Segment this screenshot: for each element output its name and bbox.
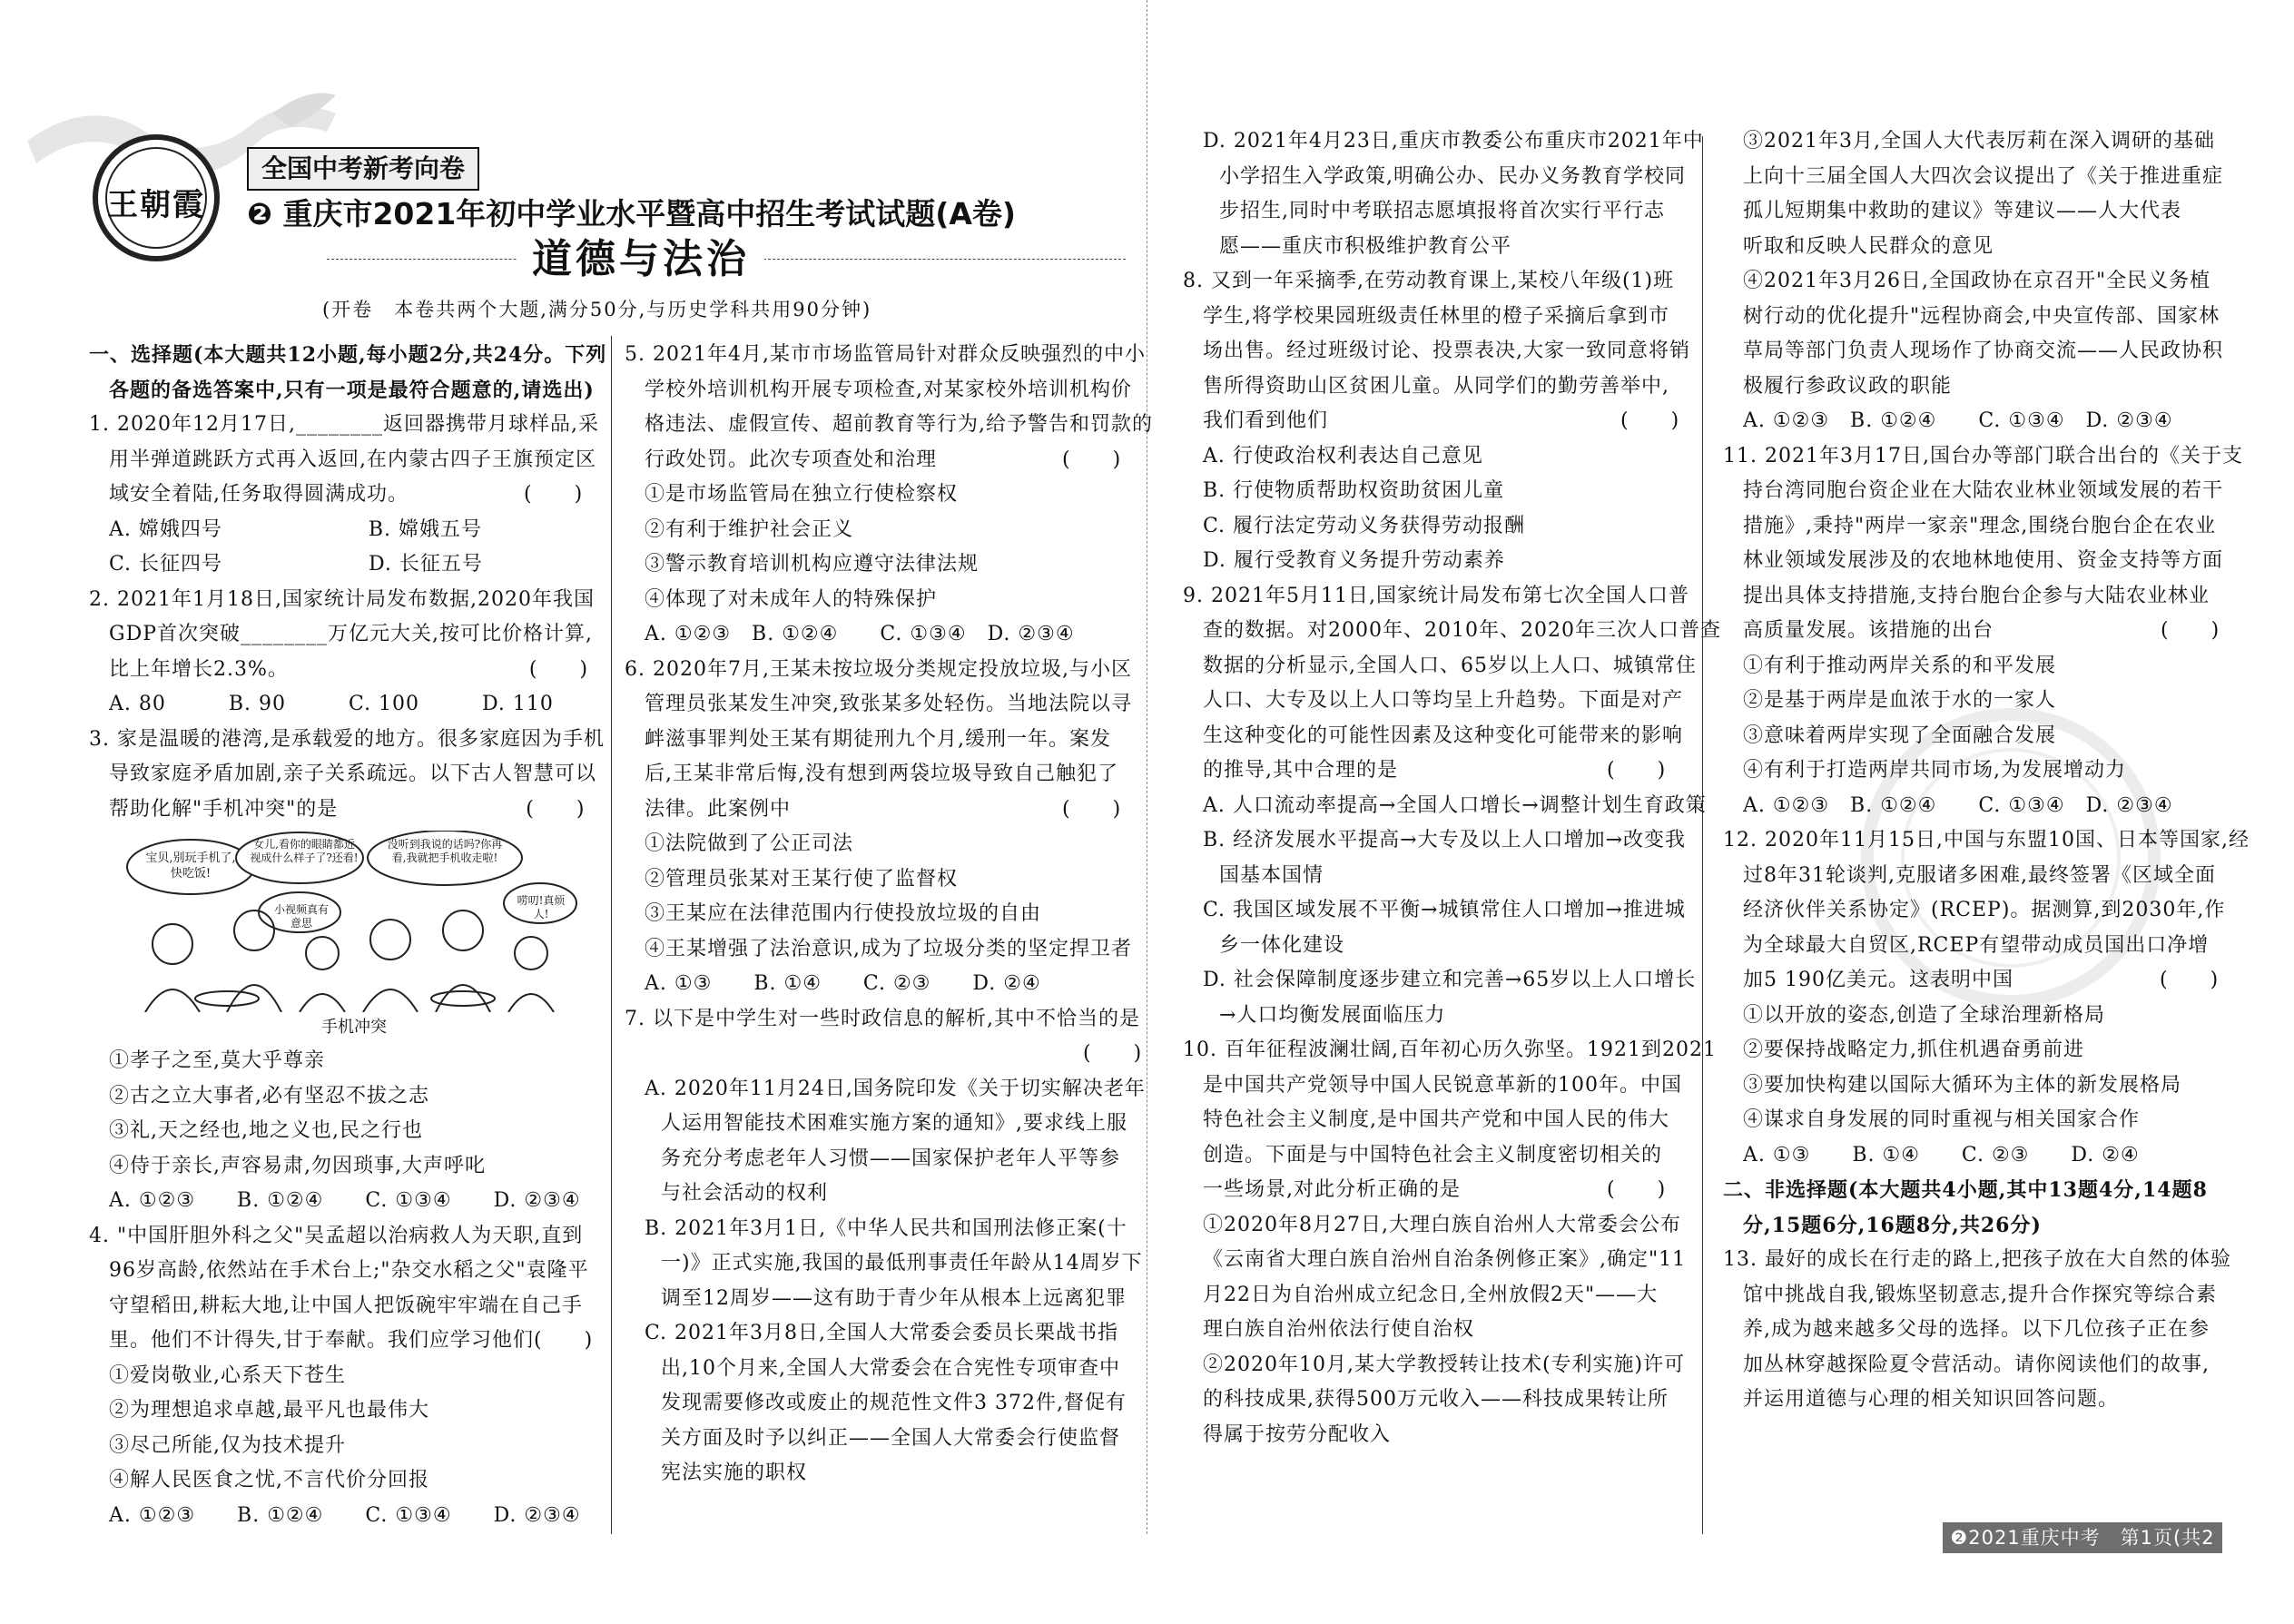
text-line: 过8年31轮谈判,克服诸多困难,最终签署《区域全面 [1743, 863, 2216, 887]
text-line: ③礼,天之经也,地之义也,民之行也 [109, 1119, 423, 1142]
text-line: 经济伙伴关系协定》(RCEP)。据测算,到2030年,作 [1743, 899, 2226, 921]
comic-illustration [118, 831, 590, 1039]
text-line: 月22日为自治州成立纪念日,全州放假2天"——大 [1203, 1283, 1659, 1306]
text-line: 学校外培训机构开展专项检查,对某家校外培训机构价 [645, 378, 1132, 401]
text-line: A. ①②③ B. ①②④ C. ①③④ D. ②③④ [645, 623, 1075, 645]
text-line: 树行动的优化提升"远程协商会,中央宣传部、国家林 [1743, 304, 2220, 328]
text-line: 的科技成果,获得500万元收入——科技成果转让所 [1203, 1388, 1669, 1411]
text-line: 格违法、虚假宣传、超前教育等行为,给予警告和罚款的 [645, 413, 1153, 436]
text-line: 场出售。经过班级讨论、投票表决,大家一致同意将销 [1203, 340, 1690, 362]
text-line: 学生,将学校果园班级责任林里的橙子采摘后拿到市 [1203, 304, 1669, 328]
text-line: ③要加快构建以国际大循环为主体的新发展格局 [1743, 1073, 2182, 1097]
comic-caption: 手机冲突 [321, 1018, 387, 1037]
text-line: ④侍于亲长,声容易肃,勿因琐事,大声呼叱 [109, 1154, 486, 1177]
text-line: 小学招生入学政策,明确公办、民办义务教育学校同 [1219, 164, 1686, 188]
text-line: GDP首次突破________万亿元大关,按可比价格计算, [109, 623, 594, 645]
text-line: 2. 2021年1月18日,国家统计局发布数据,2020年我国 [89, 587, 595, 611]
column-4 [1723, 124, 2250, 1418]
column-3 [1183, 124, 1721, 1452]
text-line: 后,王某非常后悔,没有想到两袋垃圾导致自己触犯了 [645, 763, 1118, 785]
text-line: 人运用智能技术困难实施方案的通知》,要求线上服 [661, 1112, 1127, 1135]
text-line: A. 80 B. 90 C. 100 D. 110 [109, 693, 554, 715]
comic-bubble-2: 女儿,看你的眼睛都近视成什么样子了?还看! [250, 838, 359, 864]
text-line: ①孝子之至,莫大乎尊亲 [109, 1049, 325, 1072]
text-line: A. 人口流动率提高→全国人口增长→调整计划生育政策 [1203, 793, 1707, 817]
text-line: A. ①③ B. ①④ C. ②③ D. ②④ [645, 972, 1041, 995]
text-line: 用半弹道跳跃方式再入返回,在内蒙古四子王旗预定区 [109, 448, 596, 471]
text-line: ④2021年3月26日,全国政协在京召开"全民义务植 [1743, 270, 2211, 292]
text-line: 13. 最好的成长在行走的路上,把孩子放在大自然的体验 [1723, 1248, 2231, 1271]
text-line: ②管理员张某对王某行使了监督权 [645, 867, 959, 891]
text-line: 管理员张某发生冲突,致张某多处轻伤。当地法院以寻 [645, 693, 1132, 715]
text-line: ②2020年10月,某大学教授转让技术(专利实施)许可 [1203, 1353, 1686, 1376]
text-line: 比上年增长2.3%。 ( ) [109, 657, 589, 681]
text-line: ④体现了对未成年人的特殊保护 [645, 587, 938, 611]
text-line: ①法院做到了公正司法 [645, 832, 854, 855]
text-line: 步招生,同时中考联招志愿填报将首次实行平行志 [1219, 200, 1665, 222]
column-1 [89, 338, 607, 827]
text-line: 9. 2021年5月11日,国家统计局发布第七次全国人口普 [1183, 584, 1689, 607]
page-footer: ❷2021重庆中考 第1页(共2页) [1943, 1522, 2222, 1553]
text-line: ④有利于打造两岸共同市场,为发展增动力 [1743, 759, 2126, 782]
text-line: 上向十三届全国人大四次会议提出了《关于推进重症 [1743, 164, 2224, 188]
text-line: B. 2021年3月1日,《中华人民共和国刑法修正案(十 [645, 1216, 1127, 1240]
text-line: ①有利于推动两岸关系的和平发展 [1743, 654, 2057, 677]
text-line: 5. 2021年4月,某市市场监管局针对群众反映强烈的中小 [625, 343, 1146, 366]
text-line: B. 经济发展水平提高→大专及以上人口增加→改变我 [1203, 829, 1687, 851]
text-line: 高质量发展。该措施的出台 ( ) [1743, 619, 2220, 642]
text-line: ①以开放的姿态,创造了全球治理新格局 [1743, 1003, 2105, 1027]
text-line: D. 履行受教育义务提升劳动素养 [1203, 549, 1505, 572]
text-line: 宪法实施的职权 [661, 1462, 808, 1484]
text-line: ③意味着两岸实现了全面融合发展 [1743, 723, 2057, 747]
text-line: 馆中挑战自我,锻炼坚韧意志,提升合作探究等综合素 [1743, 1283, 2217, 1306]
text-line: 11. 2021年3月17日,国台办等部门联合出台的《关于支 [1723, 444, 2243, 468]
text-line: 里。他们不计得失,甘于奉献。我们应学习他们( ) [109, 1329, 594, 1352]
text-line: 二、非选择题(本大题共4小题,其中13题4分,14题8 [1723, 1178, 2208, 1202]
text-line: ②是基于两岸是血浓于水的一家人 [1743, 689, 2057, 712]
text-line: 林业领域发展涉及的农地林地使用、资金支持等方面 [1743, 549, 2224, 572]
text-line: ④解人民医食之忧,不言代价分回报 [109, 1469, 429, 1491]
text-line: 加5 190亿美元。这表明中国 ( ) [1743, 969, 2220, 991]
text-line: 分,15题6分,16题8分,共26分) [1743, 1213, 2042, 1237]
text-line: 数据的分析显示,全国人口、65岁以上人口、城镇常住 [1203, 654, 1697, 677]
comic-bubble-3: 小视频真有意思 [273, 903, 329, 930]
text-line: 关方面及时予以纠正——全国人大常委会行使监督 [661, 1426, 1121, 1450]
text-line: 措施》,秉持"两岸一家亲"理念,围绕台胞台企在农业 [1743, 514, 2217, 537]
text-line: ③2021年3月,全国人大代表厉莉在深入调研的基础 [1743, 130, 2215, 153]
text-line: 理白族自治州依法行使自治权 [1203, 1318, 1475, 1341]
text-line: 4. "中国肝胆外科之父"吴孟超以治病救人为天职,直到 [89, 1224, 584, 1247]
text-line: →人口均衡发展面临压力 [1219, 1003, 1446, 1027]
text-line: ④王某增强了法治意识,成为了垃圾分类的坚定捍卫者 [645, 937, 1132, 960]
text-line: A. ①③ B. ①④ C. ②③ D. ②④ [1743, 1143, 2140, 1166]
text-line: A. 嫦娥四号 B. 嫦娥五号 [109, 517, 483, 541]
text-line: 3. 家是温暖的港湾,是承载爱的地方。很多家庭因为手机 [89, 727, 605, 751]
column-divider-3 [1702, 136, 1703, 1534]
text-line: 乡一体化建设 [1219, 933, 1345, 957]
text-line: ②为理想追求卓越,最平凡也最伟大 [109, 1399, 429, 1422]
column-1-continued [89, 1044, 597, 1533]
text-line: C. 我国区域发展不平衡→城镇常住人口增加→推进城 [1203, 899, 1686, 921]
comic-bubble-5: 唠叨!真烦人! [517, 894, 566, 920]
exam-title [247, 192, 1016, 236]
text-line: 行政处罚。此次专项查处和治理 ( ) [645, 448, 1122, 471]
text-line: ③尽己所能,仅为技术提升 [109, 1433, 346, 1457]
text-line: C. 履行法定劳动义务获得劳动报酬 [1203, 514, 1526, 537]
text-line: D. 2021年4月23日,重庆市教委公布重庆市2021年中 [1203, 130, 1704, 153]
text-line: ②有利于维护社会正义 [645, 517, 854, 541]
text-line: ①爱岗敬业,心系天下苍生 [109, 1363, 346, 1387]
text-line: 务充分考虑老年人习惯——国家保护老年人平等参 [661, 1147, 1121, 1170]
text-line: C. 长征四号 D. 长征五号 [109, 553, 483, 576]
text-line: 一些场景,对此分析正确的是 ( ) [1203, 1178, 1667, 1201]
text-line: ④谋求自身发展的同时重视与相关国家合作 [1743, 1108, 2141, 1131]
text-line: 衅滋事罪判处王某有期徒刑九个月,缓刑一年。案发 [645, 727, 1111, 751]
brand-logo [93, 134, 220, 261]
text-line: 7. 以下是中学生对一些时政信息的解析,其中不恰当的是 [625, 1007, 1140, 1030]
text-line: 帮助化解"手机冲突"的是 ( ) [109, 797, 586, 821]
text-line: A. 行使政治权利表达自己意见 [1203, 444, 1483, 468]
text-line: 域安全着陆,任务取得圆满成功。 ( ) [109, 483, 584, 506]
text-line: 售所得资助山区贫困儿童。从同学们的勤劳善举中, [1203, 374, 1669, 398]
text-line: 国基本国情 [1219, 863, 1324, 887]
text-line: 的推导,其中合理的是 ( ) [1203, 759, 1667, 782]
text-line: A. ①②③ B. ①②④ C. ①③④ D. ②③④ [1743, 409, 2173, 432]
text-line: 查的数据。对2000年、2010年、2020年三次人口普查 [1203, 619, 1721, 642]
text-line: 96岁高龄,依然站在手术台上;"杂交水稻之父"袁隆平 [109, 1259, 589, 1282]
text-line: 得属于按劳分配收入 [1203, 1422, 1392, 1446]
text-line: 一)》正式实施,我国的最低刑事责任年龄从14周岁下 [661, 1252, 1143, 1275]
text-line: ②要保持战略定力,抓住机遇奋勇前进 [1743, 1038, 2084, 1061]
series-label: 全国中考新考向卷 [247, 147, 479, 191]
text-line: 《云南省大理白族自治州自治条例修正案》,确定"11 [1203, 1248, 1687, 1271]
column-divider-1 [611, 336, 612, 1534]
text-line: 是中国共产党领导中国人民锐意革新的100年。中国 [1203, 1073, 1682, 1097]
text-line: A. ①②③ B. ①②④ C. ①③④ D. ②③④ [109, 1503, 581, 1527]
text-line: 6. 2020年7月,王某未按垃圾分类规定投放垃圾,与小区 [625, 657, 1132, 681]
text-line: 与社会活动的权利 [661, 1182, 829, 1205]
text-line: 孤儿短期集中救助的建议》等建议——人大代表 [1743, 200, 2182, 222]
text-line: 生这种变化的可能性因素及这种变化可能带来的影响 [1203, 723, 1684, 747]
text-line: 导致家庭矛盾加剧,亲子关系疏远。以下古人智慧可以 [109, 763, 596, 785]
text-line: 我们看到他们 ( ) [1203, 409, 1680, 432]
text-line: 极履行参政议政的职能 [1743, 374, 1953, 398]
subject-title: 道德与法治 [517, 234, 764, 285]
text-line: A. ①②③ B. ①②④ C. ①③④ D. ②③④ [1743, 793, 2173, 817]
text-line: 调至12周岁——这有助于青少年从根本上远离犯罪 [661, 1286, 1127, 1310]
text-line: 加丛林穿越探险夏令营活动。请你阅读他们的故事, [1743, 1353, 2210, 1376]
text-line: ( ) [645, 1042, 1143, 1065]
exam-title-text: 重庆市2021年初中学业水平暨高中招生考试试题(A卷) [282, 196, 1017, 231]
text-line: 愿——重庆市积极维护教育公平 [1219, 234, 1512, 258]
text-line: 听取和反映人民群众的意见 [1743, 234, 1994, 258]
text-line: A. 2020年11月24日,国务院印发《关于切实解决老年 [645, 1077, 1146, 1100]
text-line: 创造。下面是与中国特色社会主义制度密切相关的 [1203, 1143, 1663, 1166]
comic-bubble-4: 没听到我说的话吗?你再看,我就把手机收走啦! [387, 838, 503, 864]
text-line: ①是市场监管局在独立行使检察权 [645, 483, 959, 506]
exam-number-badge: ❷ [247, 196, 272, 231]
text-line: 8. 又到一年采摘季,在劳动教育课上,某校八年级(1)班 [1183, 270, 1675, 292]
text-line: ①2020年8月27日,大理白族自治州人大常委会公布 [1203, 1213, 1681, 1236]
text-line: 出,10个月来,全国人大常委会在合宪性专项审查中 [661, 1356, 1120, 1380]
text-line: C. 2021年3月8日,全国人大常委会委员长栗战书指 [645, 1322, 1119, 1344]
text-line: 守望稻田,耕耘大地,让中国人把饭碗牢牢端在自己手 [109, 1294, 583, 1317]
text-line: 养,成为越来越多父母的选择。以下几位孩子正在参 [1743, 1318, 2210, 1341]
text-line: 发现需要修改或废止的规范性文件3 372件,督促有 [661, 1392, 1127, 1414]
comic-bubble-1: 宝贝,别玩手机了,快吃饭! [145, 851, 236, 881]
text-line: 草局等部门负责人现场作了协商交流——人民政协积 [1743, 340, 2224, 362]
text-line: ②古之立大事者,必有坚忍不拔之志 [109, 1084, 429, 1107]
text-line: 持台湾同胞台资企业在大陆农业林业领域发展的若干 [1743, 479, 2224, 502]
text-line: 提出具体支持措施,支持台胞台企参与大陆农业林业 [1743, 584, 2210, 607]
text-line: 12. 2020年11月15日,中国与东盟10国、日本等国家,经 [1723, 829, 2250, 851]
text-line: ③警示教育培训机构应遵守法律法规 [645, 553, 980, 576]
text-line: 特色社会主义制度,是中国共产党和中国人民的伟大 [1203, 1108, 1669, 1131]
text-line: 并运用道德与心理的相关知识回答问题。 [1743, 1388, 2120, 1411]
logo-text: 王朝霞 [107, 187, 205, 223]
exam-note: (开卷 本卷共两个大题,满分50分,与历史学科共用90分钟) [322, 299, 872, 320]
text-line: 为全球最大自贸区,RCEP有望带动成员国出口净增 [1743, 933, 2210, 957]
text-line: 法律。此案例中 ( ) [645, 797, 1122, 821]
text-line: 一、选择题(本大题共12小题,每小题2分,共24分。下列 [89, 343, 607, 367]
text-line: 10. 百年征程波澜壮阔,百年初心历久弥坚。1921到2021 [1183, 1038, 1717, 1061]
text-line: ③王某应在法律范围内行使投放垃圾的自由 [645, 902, 1042, 925]
text-line: A. ①②③ B. ①②④ C. ①③④ D. ②③④ [109, 1189, 581, 1212]
column-2 [625, 338, 1153, 1491]
text-line: D. 社会保障制度逐步建立和完善→65岁以上人口增长 [1203, 969, 1697, 991]
text-line: 各题的备选答案中,只有一项是最符合题意的,请选出) [109, 378, 595, 402]
text-line: B. 行使物质帮助权资助贫困儿童 [1203, 479, 1505, 502]
text-line: 1. 2020年12月17日,________返回器携带月球样品,采 [89, 413, 599, 436]
text-line: 人口、大专及以上人口等均呈上升趋势。下面是对产 [1203, 689, 1684, 712]
